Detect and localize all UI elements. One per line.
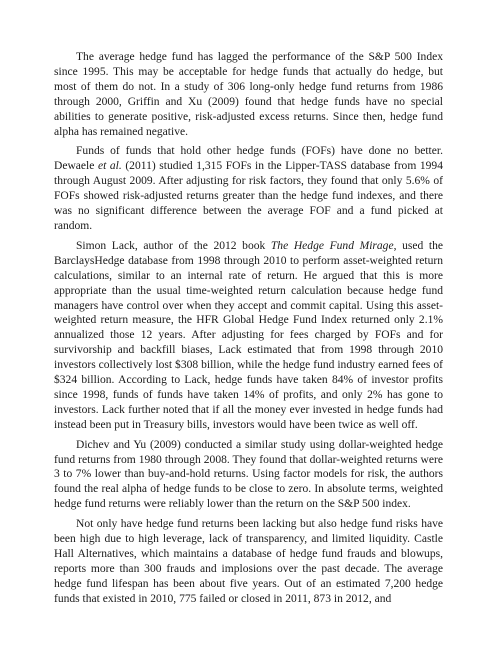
paragraph-text: Simon Lack, author of the 2012 book xyxy=(76,239,271,252)
paragraph-dichev-yu xyxy=(54,438,443,513)
paragraph-text: Funds of funds that hold other hedge funds (FOFs) have done no better. Dewaele xyxy=(54,145,443,173)
paragraph-funds-of-funds xyxy=(54,144,443,233)
book-title: The Hedge Fund Mirage xyxy=(270,239,394,252)
paragraph-text: The average hedge fund has lagged the performance of the S&P 500 Index since 1995. This may be acceptable for hedge funds that actually do hedge, but most of them do not. In a study of 306 long-only hedge fund returns from 1986 through 2000, Griffin and Xu (2009) found that hedge funds have no special abilities to generate positive, risk-adjusted excess returns. Since then, hedge fund alpha has remained negative. xyxy=(54,51,443,138)
paragraph-text: , used the BarclaysHedge database from 1998 through 2010 to perform asset-weighted return calculations, similar to an internal rate of return. He argued that this is more appropriate than the usual time-weighted return calculation because hedge fund managers have control over when they accept and commit capital. Using this asset-weighted return measure, the HFR Global Hedge Fund Index returned only 2.1% annualized those 12 years. After adjusting for fees charged by FOFs and for survivorship and backfill biases, Lack estimated that from 1998 through 2010 investors collectively lost $308 billion, while the hedge fund industry earned fees of $324 billion. According to Lack, hedge funds have taken 84% of investor profits since 1998, funds of funds have taken 14% of profits, and only 2% has gone to investors. Lack further noted that if all the money ever invested in hedge funds had instead been put in Treasury bills, investors would have been twice as well off. xyxy=(54,239,443,431)
document-page xyxy=(54,50,443,607)
paragraph-simon-lack xyxy=(54,239,443,433)
paragraph-hedge-fund-performance xyxy=(54,50,443,139)
paragraph-text: Dichev and Yu (2009) conducted a similar study using dollar-weighted hedge fund returns from 1980 through 2008. They found that dollar-weighted returns were 3 to 7% lower than buy-and-hold returns. Using factor models for risk, the authors found the real alpha of hedge funds to be close to zero. In absolute terms, weighted hedge fund returns were reliably lower than the return on the S&P 500 index. xyxy=(54,438,443,511)
paragraph-hedge-fund-risks xyxy=(54,517,443,606)
paragraph-text: Not only have hedge fund returns been lacking but also hedge fund risks have been high due to high leverage, lack of transparency, and limited liquidity. Castle Hall Alternatives, which maintains a database of hedge fund frauds and blowups, reports more than 300 frauds and implosions over the past decade. The average hedge fund lifespan has been about five years. Out of an estimated 7,200 hedge funds that existed in 2010, 775 failed or closed in 2011, 873 in 2012, and xyxy=(54,518,443,605)
italic-citation: et al. xyxy=(97,160,122,173)
paragraph-text: (2011) studied 1,315 FOFs in the Lipper-TASS database from 1994 through August 2009. After adjusting for risk factors, they found that only 5.6% of FOFs showed risk-adjusted returns greater than the hedge fund indexes, and there was no significant difference between the average FOF and a fund picked at random. xyxy=(54,160,443,232)
